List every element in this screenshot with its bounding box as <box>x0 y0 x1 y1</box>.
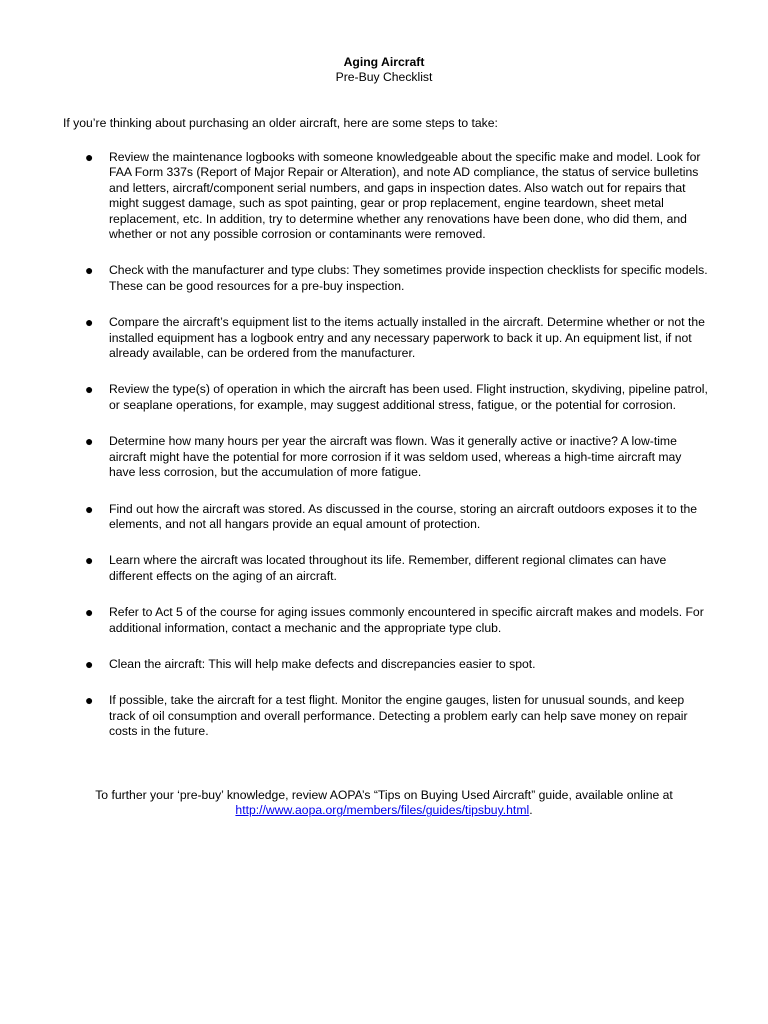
bullet-icon: ● <box>85 655 94 672</box>
document-subtitle: Pre-Buy Checklist <box>335 70 433 84</box>
outro-text: To further your ‘pre-buy’ knowledge, review AOPA’s “Tips on Buying Used Aircraft” guide, available online at <box>95 788 673 802</box>
list-item-text: Review the maintenance logbooks with someone knowledgeable about the specific make and model. Look for FAA Form 337s (Report of Major Repair or Alteration), and note AD compliance, the status of service bulletins and letters, aircraft/component serial numbers, and gaps in inspection dates. Also watch out for repairs that might suggest damage, such as spot painting, gear or prop replacement, engine teardown, sheet metal replacement, etc. In addition, try to determine whether any renovations have been done, who did them, and whether or not any possible corrosion or contaminants were removed. <box>109 150 701 242</box>
list-item-text: Compare the aircraft’s equipment list to the items actually installed in the aircraft. Determine whether or not the installed equipment has a logbook entry and any necessary paperwork to back it up. An equipment list, if not already available, can be ordered from the manufacturer. <box>109 315 705 361</box>
list-item-text: Find out how the aircraft was stored. As discussed in the course, storing an aircraft outdoors exposes it to the elements, and not all hangars provide an equal amount of protection. <box>109 501 698 531</box>
list-item-text: Check with the manufacturer and type clubs: They sometimes provide inspection checklists for specific models. These can be good resources for a pre-buy inspection. <box>109 263 708 293</box>
list-item <box>0 382 709 413</box>
list-item <box>0 605 709 636</box>
bullet-icon: ● <box>85 433 94 450</box>
bullet-icon: ● <box>85 500 94 517</box>
bullet-icon: ● <box>85 552 94 569</box>
bullet-icon: ● <box>85 381 94 398</box>
list-item-text: Learn where the aircraft was located throughout its life. Remember, different regional climates can have different effects on the aging of an aircraft. <box>109 553 667 583</box>
outro-paragraph <box>0 788 768 819</box>
list-item-text: Determine how many hours per year the aircraft was flown. Was it generally active or inactive? A low-time aircraft might have the potential for more corrosion if it was seldom used, whereas a high-time aircraft may have less corrosion, but the accumulation of more fatigue. <box>109 434 682 480</box>
outro-link-line <box>0 803 768 818</box>
intro-paragraph: If you’re thinking about purchasing an older aircraft, here are some steps to take: <box>63 116 498 130</box>
list-item <box>0 693 709 739</box>
checklist <box>0 150 768 761</box>
list-item <box>0 553 709 584</box>
list-item-text: If possible, take the aircraft for a test flight. Monitor the engine gauges, listen for unusual sounds, and keep track of oil consumption and overall performance. Detecting a problem early can help save money on repair costs in the future. <box>109 693 688 739</box>
bullet-icon: ● <box>85 314 94 331</box>
bullet-icon: ● <box>85 262 94 279</box>
list-item <box>0 263 709 294</box>
list-item-text: Review the type(s) of operation in which the aircraft has been used. Flight instruction, skydiving, pipeline patrol, or seaplane operations, for example, may suggest additional stress, fatigue, or the potential for corrosion. <box>109 382 708 412</box>
bullet-icon: ● <box>85 149 94 165</box>
list-item <box>0 150 709 242</box>
list-item <box>0 315 709 361</box>
list-item-text: Clean the aircraft: This will help make defects and discrepancies easier to spot. <box>109 656 536 671</box>
list-item <box>0 502 709 533</box>
document-title: Aging Aircraft <box>343 55 425 69</box>
list-item <box>0 657 709 672</box>
list-item-text: Refer to Act 5 of the course for aging issues commonly encountered in specific aircraft makes and models. For additional information, contact a mechanic and the appropriate type club. <box>109 605 704 635</box>
list-item <box>0 434 709 480</box>
bullet-icon: ● <box>85 692 94 709</box>
bullet-icon: ● <box>85 604 94 621</box>
outro-trailing: . <box>529 803 533 818</box>
aopa-guide-link[interactable]: http://www.aopa.org/members/files/guides/tipsbuy.html <box>235 803 530 818</box>
